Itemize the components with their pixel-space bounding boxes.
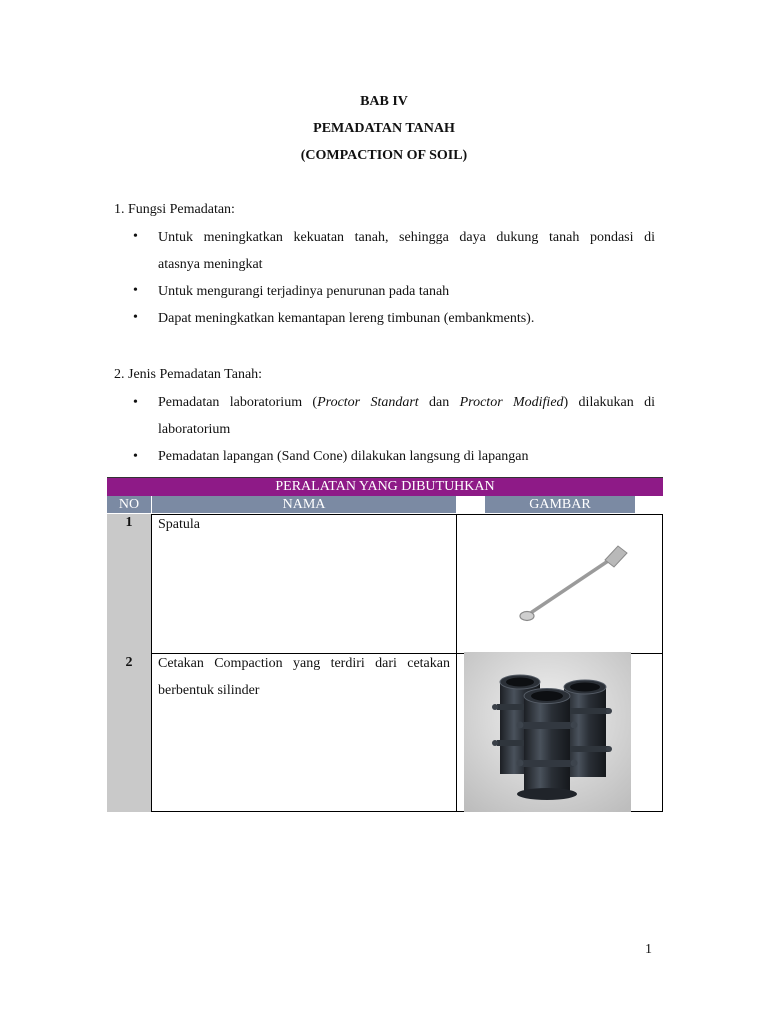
column-header-no: NO bbox=[107, 496, 151, 513]
row-number: 2 bbox=[125, 655, 133, 670]
page-number: 1 bbox=[645, 942, 652, 957]
text-run: Pemadatan laboratorium ( bbox=[158, 395, 318, 410]
list-item: Dapat meningkatkan kemantapan lereng timbunan (embankments). bbox=[158, 311, 535, 326]
text-run: ) dilakukan di bbox=[563, 395, 655, 410]
row-number: 1 bbox=[125, 515, 133, 530]
list-item-continuation: atasnya meningkat bbox=[158, 257, 263, 272]
text-run: dan bbox=[418, 395, 460, 410]
list-item bbox=[158, 389, 655, 416]
table-title: PERALATAN YANG DIBUTUHKAN bbox=[107, 477, 663, 496]
column-header-nama: NAMA bbox=[152, 496, 456, 513]
item-name: Cetakan Compaction yang terdiri dari cetakan bbox=[158, 656, 450, 671]
chapter-subtitle: (COMPACTION OF SOIL) bbox=[300, 148, 468, 163]
list-item: Pemadatan lapangan (Sand Cone) dilakukan langsung di lapangan bbox=[158, 449, 529, 464]
compaction-mold-image bbox=[464, 652, 631, 812]
list-item: Untuk mengurangi terjadinya penurunan pada tanah bbox=[158, 284, 450, 299]
chapter-title: PEMADATAN TANAH bbox=[313, 121, 455, 136]
italic-term: Proctor Standart bbox=[317, 395, 419, 410]
column-header-gambar: GAMBAR bbox=[485, 496, 635, 513]
bullet-icon: • bbox=[133, 449, 138, 464]
item-name-continuation: berbentuk silinder bbox=[158, 683, 260, 698]
spatula-image bbox=[515, 541, 635, 626]
italic-term: Proctor Modified bbox=[459, 395, 564, 410]
chapter-label: BAB IV bbox=[360, 94, 408, 109]
bullet-icon: • bbox=[133, 229, 138, 244]
bullet-icon: • bbox=[133, 283, 138, 298]
bullet-icon: • bbox=[133, 310, 138, 325]
list-item: Untuk meningkatkan kekuatan tanah, sehingga daya dukung tanah pondasi di bbox=[158, 230, 655, 245]
section-2-heading: 2. Jenis Pemadatan Tanah: bbox=[114, 367, 263, 382]
bullet-icon: • bbox=[133, 395, 138, 410]
item-name: Spatula bbox=[158, 517, 200, 532]
list-item-continuation: laboratorium bbox=[158, 422, 231, 437]
section-1-heading: 1. Fungsi Pemadatan: bbox=[114, 202, 235, 217]
